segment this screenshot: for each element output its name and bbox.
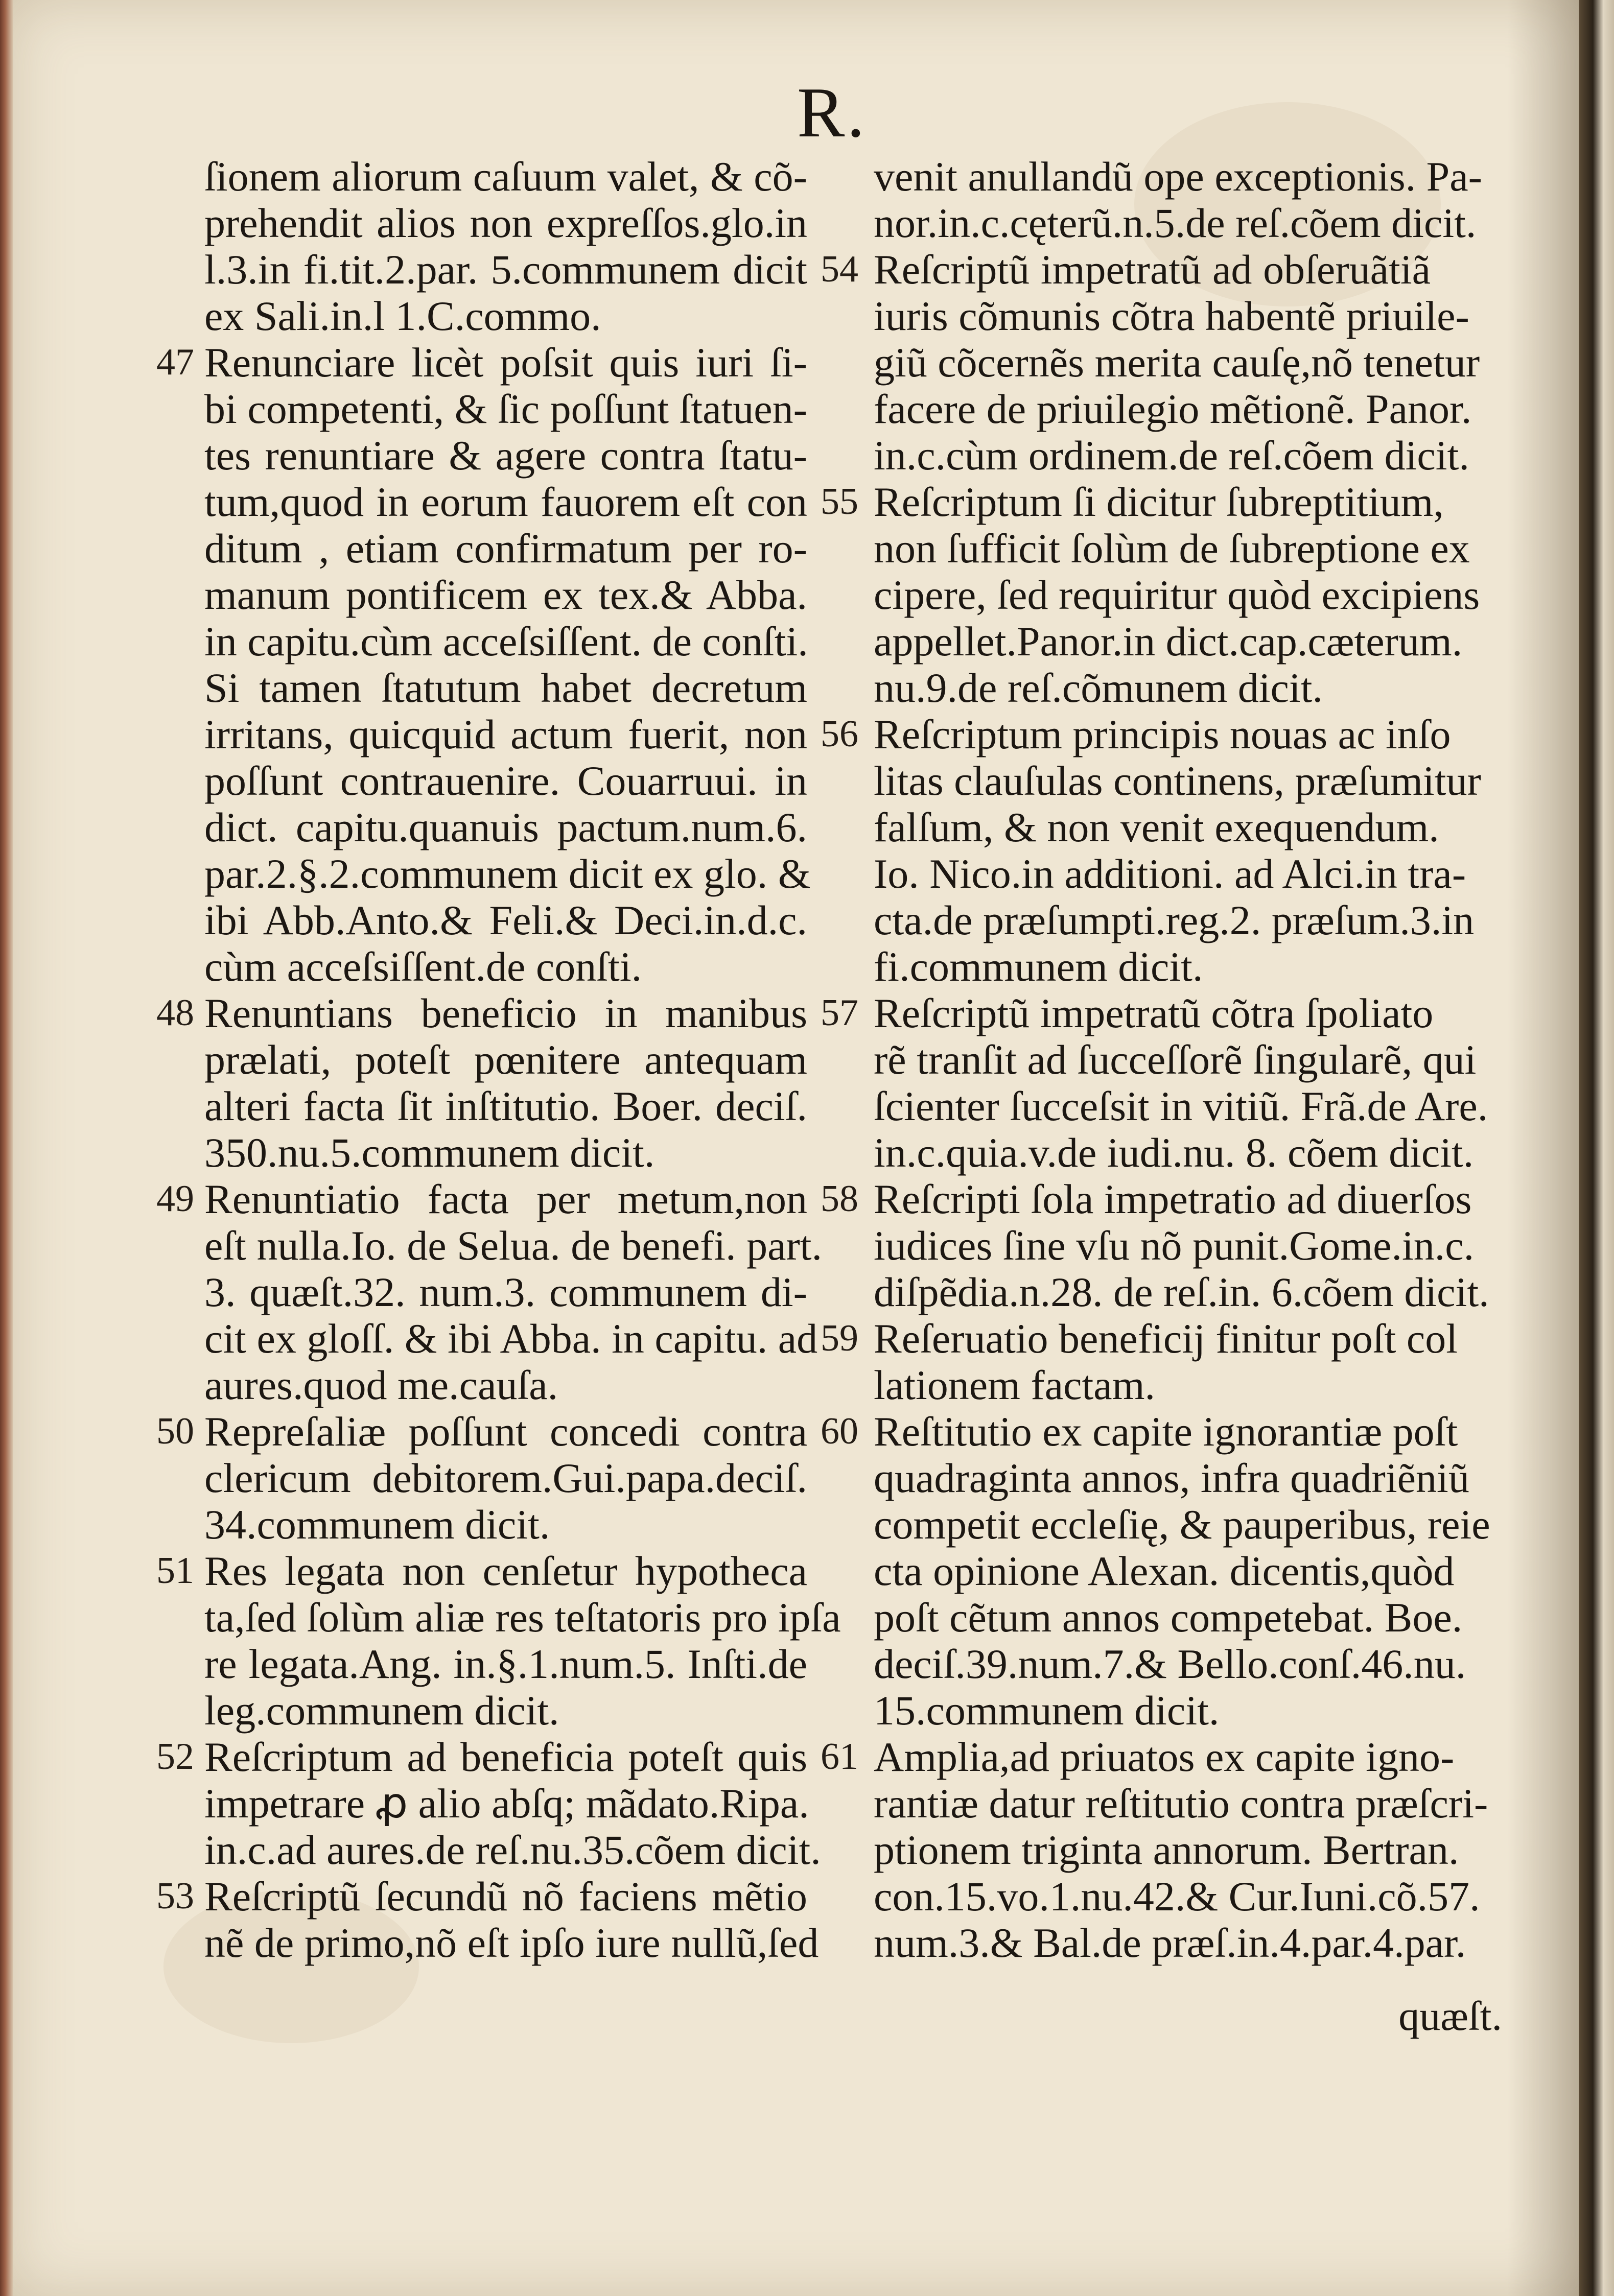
text-line: Reſcriptũ impetratũ cõtra ſpoliato: [874, 990, 1434, 1036]
entry-number: 61: [821, 1736, 858, 1778]
entry: [156, 1408, 807, 1548]
page-edge-right: [1579, 0, 1614, 2296]
text-line: Amplia,ad priuatos ex capite igno-: [874, 1734, 1455, 1780]
entry: [204, 153, 807, 339]
text-line: in capitu.cùm acceſsiſſent. de conſti.: [204, 618, 808, 665]
text-line: Renunciare licèt poſsit quis iuri ſi-: [204, 339, 807, 386]
text-line: Reſtitutio ex capite ignorantiæ poſt: [874, 1408, 1458, 1455]
text-line: poſſunt contrauenire. Couarruui. in: [204, 758, 807, 804]
text-line: cta opinione Alexan. dicentis,quòd: [874, 1548, 1455, 1594]
text-line: irritans, quicquid actum fuerit, non: [204, 711, 807, 758]
text-line: nẽ de primo,nõ eſt ipſo iure nullũ,ſed: [204, 1920, 819, 1966]
entry: [821, 1176, 1489, 1315]
text-line: ptionem triginta annorum. Bertran.: [874, 1827, 1459, 1873]
text-line: 350.nu.5.communem dicit.: [204, 1129, 655, 1176]
text-line: cit ex gloſſ. & ibi Abba. in capitu. ad: [204, 1315, 818, 1362]
text-line: prehendit alios non expreſſos.glo.in: [204, 200, 807, 246]
text-line: dict. capitu.quanuis pactum.num.6.: [204, 804, 807, 850]
entry: [821, 479, 1480, 711]
text-line: re legata.Ang. in.§.1.num.5. Inſti.de: [204, 1641, 807, 1687]
text-line: nor.in.c.cęterũ.n.5.de reſ.cõem dicit.: [874, 200, 1477, 246]
text-line: venit anullandũ ope exceptionis. Pa-: [874, 153, 1482, 200]
text-line: competit eccleſię, & pauperibus, reie: [874, 1501, 1490, 1548]
text-line: Res legata non cenſetur hypotheca: [204, 1548, 807, 1594]
right-column: [821, 153, 1490, 1966]
text-line: deciſ.39.num.7.& Bello.conſ.46.nu.: [874, 1641, 1466, 1687]
entry: [821, 246, 1480, 479]
text-line: Repreſaliæ poſſunt concedi contra: [204, 1408, 807, 1455]
entry: [821, 1408, 1490, 1734]
text-line: manum pontificem ex tex.& Abba.: [204, 572, 807, 618]
entry-number: 56: [821, 713, 858, 755]
text-line: litas clauſulas continens, præſumitur: [874, 758, 1481, 804]
entry-number: 54: [821, 248, 858, 290]
text-line: diſpẽdia.n.28. de reſ.in. 6.cõem dicit.: [874, 1269, 1489, 1315]
text-line: Reſcriptum ad beneficia poteſt quis: [204, 1734, 807, 1780]
entry-number: 47: [156, 341, 194, 383]
text-line: tes renuntiare & agere contra ſtatu-: [204, 432, 807, 479]
text-line: Reſcriptũ ſecundũ nõ faciens mẽtio: [204, 1873, 807, 1920]
text-line: ſionem aliorum caſuum valet, & cõ-: [204, 153, 807, 200]
text-line: facere de priuilegio mẽtionẽ. Panor.: [874, 386, 1472, 432]
text-line: alteri facta ſit inſtitutio. Boer. deciſ.: [204, 1083, 807, 1129]
text-line: poſt cẽtum annos competebat. Boe.: [874, 1594, 1463, 1641]
entry-number: 52: [156, 1736, 194, 1778]
catchword: quæſt.: [1398, 1993, 1502, 2039]
entry-number: 49: [156, 1178, 194, 1220]
text-line: tum,quod in eorum fauorem eſt con: [204, 479, 807, 525]
entry: [156, 990, 807, 1176]
text-line: rẽ tranſit ad ſucceſſorẽ ſingularẽ, qui: [874, 1036, 1477, 1083]
entry: [156, 1873, 819, 1966]
text-line: ditum , etiam confirmatum per ro-: [204, 525, 807, 572]
book-page: [10, 0, 1579, 2296]
text-line: con.15.vo.1.nu.42.& Cur.Iuni.cõ.57.: [874, 1873, 1480, 1920]
text-line: in.c.quia.v.de iudi.nu. 8. cõem dicit.: [874, 1129, 1474, 1176]
entry: [156, 1548, 841, 1734]
text-line: cùm acceſsiſſent.de conſti.: [204, 943, 642, 990]
entry-number: 51: [156, 1550, 194, 1592]
entry-number: 48: [156, 992, 194, 1034]
text-line: falſum, & non venit exequendum.: [874, 804, 1439, 850]
text-line: Reſcripti ſola impetratio ad diuerſos: [874, 1176, 1472, 1222]
text-line: cta.de præſumpti.reg.2. præſum.3.in: [874, 897, 1475, 943]
text-line: Reſcriptum principis nouas ac inſo: [874, 711, 1451, 758]
text-line: ſcienter ſucceſsit in vitiũ. Frã.de Are.: [874, 1083, 1488, 1129]
text-line: fi.communem dicit.: [874, 943, 1203, 990]
text-line: l.3.in fi.tit.2.par. 5.communem dicit: [204, 246, 807, 293]
text-line: giũ cõcernẽs merita cauſę,nõ tenetur: [874, 339, 1480, 386]
text-line: non ſufficit ſolùm de ſubreptione ex: [874, 525, 1470, 572]
entry: [821, 990, 1488, 1176]
text-line: nu.9.de reſ.cõmunem dicit.: [874, 665, 1323, 711]
text-line: Renuntians beneficio in manibus: [204, 990, 807, 1036]
text-line: iuris cõmunis cõtra habentẽ priuile-: [874, 293, 1469, 339]
text-line: in.c.ad aures.de reſ.nu.35.cõem dicit.: [204, 1827, 821, 1873]
text-line: bi competenti, & ſic poſſunt ſtatuen-: [204, 386, 807, 432]
text-line: quadraginta annos, infra quadriẽniũ: [874, 1455, 1469, 1501]
entry-number: 50: [156, 1410, 194, 1452]
text-line: Reſeruatio beneficij finitur poſt col: [874, 1315, 1458, 1362]
text-line: aures.quod me.cauſa.: [204, 1362, 558, 1408]
entry: [821, 1734, 1488, 1966]
page-edge-left: [0, 0, 13, 2296]
text-line: par.2.§.2.communem dicit ex glo. &: [204, 850, 811, 897]
entry-number: 58: [821, 1178, 858, 1220]
text-line: iudices ſine vſu nõ punit.Gome.in.c.: [874, 1222, 1475, 1269]
text-line: Si tamen ſtatutum habet decretum: [204, 665, 807, 711]
text-line: rantiæ datur reſtitutio contra præſcri-: [874, 1780, 1488, 1827]
text-line: lationem factam.: [874, 1362, 1155, 1408]
text-line: impetrare ꝓ alio abſq; mãdato.Ripa.: [204, 1780, 809, 1827]
text-line: Reſcriptũ impetratũ ad obſeruãtiã: [874, 246, 1431, 293]
text-line: 34.communem dicit.: [204, 1501, 550, 1548]
text-line: num.3.& Bal.de præſ.in.4.par.4.par.: [874, 1920, 1466, 1966]
text-line: Renuntiatio facta per metum,non: [204, 1176, 807, 1222]
entry-number: 53: [156, 1875, 194, 1917]
gutter-shadow: [1507, 0, 1579, 2296]
entry-number: 55: [821, 481, 858, 523]
entry-number: 59: [821, 1317, 858, 1359]
entry: [156, 1734, 821, 1873]
text-line: ex Sali.in.l 1.C.commo.: [204, 293, 601, 339]
entry: [874, 153, 1482, 246]
entry-number: 57: [821, 992, 858, 1034]
entry-number: 60: [821, 1410, 858, 1452]
text-line: ta,ſed ſolùm aliæ res teſtatoris pro ipſa: [204, 1594, 841, 1641]
text-line: cipere, ſed requiritur quòd excipiens: [874, 572, 1480, 618]
running-head: R.: [797, 73, 867, 152]
text-line: prælati, poteſt pœnitere antequam: [204, 1036, 807, 1083]
text-line: clericum debitorem.Gui.papa.deciſ.: [204, 1455, 807, 1501]
text-line: Reſcriptum ſi dicitur ſubreptitium,: [874, 479, 1444, 525]
entry: [821, 1315, 1458, 1408]
text-line: appellet.Panor.in dict.cap.cæterum.: [874, 618, 1463, 665]
text-line: in.c.cùm ordinem.de reſ.cõem dicit.: [874, 432, 1469, 479]
text-line: 15.communem dicit.: [874, 1687, 1220, 1734]
text-line: 3. quæſt.32. num.3. communem di-: [204, 1269, 807, 1315]
entry: [821, 711, 1481, 990]
text-line: Io. Nico.in additioni. ad Alci.in tra-: [874, 850, 1466, 897]
text-line: eſt nulla.Io. de Selua. de benefi. part.: [204, 1222, 823, 1269]
entry: [156, 1176, 823, 1408]
text-line: leg.communem dicit.: [204, 1687, 559, 1734]
text-line: ibi Abb.Anto.& Feli.& Deci.in.d.c.: [204, 897, 807, 943]
entry: [156, 339, 811, 990]
